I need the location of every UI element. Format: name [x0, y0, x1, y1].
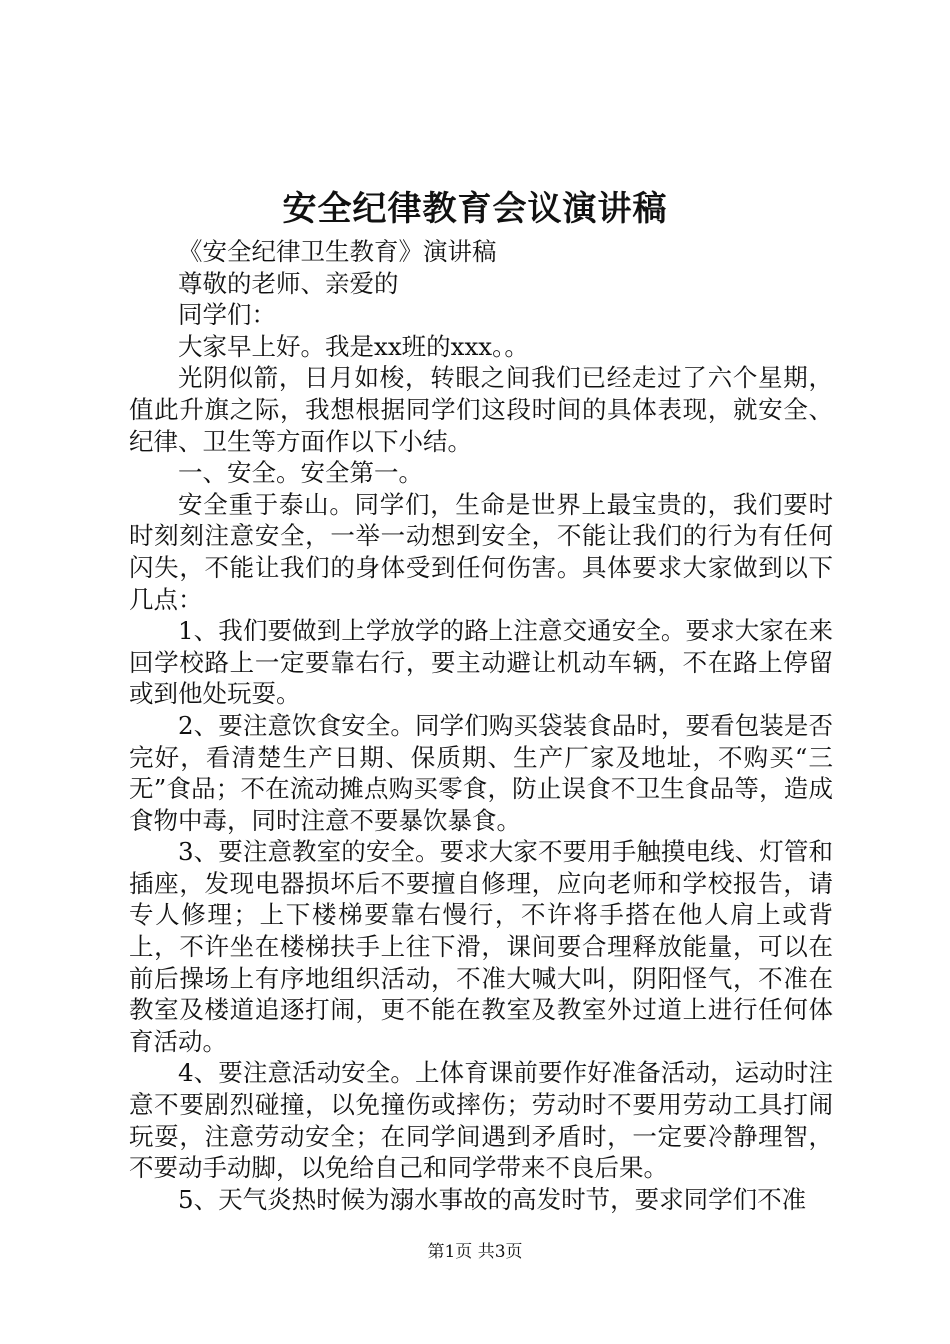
point-3-paragraph: 3、要注意教室的安全。要求大家不要用手触摸电线、灯管和插座，发现电器损坏后不要擅自修理，应向老师和学校报告，请专人修理；上下楼梯要靠右慢行，不许将手搭在他人肩上或背上，不许坐在楼梯扶手上往下滑，课间要合理释放能量，可以在前后操场上有序地组织活动，不准大喊大叫，阴阳怪气，不准在教室及楼道追逐打闹，更不能在教室及教室外过道上进行任何体育活动。 — [129, 837, 833, 1056]
document-title: 安全纪律教育会议演讲稿 — [282, 189, 668, 229]
salutation-line-1: 尊敬的老师、亲爱的 — [178, 268, 399, 298]
safety-intro-paragraph: 安全重于泰山。同学们，生命是世界上最宝贵的，我们要时时刻刻注意安全，一举一动想到安全，不能让我们的行为有任何闪失，不能让我们的身体受到任何伤害。具体要求大家做到以下几点： — [129, 489, 833, 614]
point-4-paragraph: 4、要注意活动安全。上体育课前要作好准备活动，运动时注意不要剧烈碰撞，以免撞伤或摔伤；劳动时不要用劳动工具打闹玩耍，注意劳动安全；在同学间遇到矛盾时，一定要冷静理智，不要动手动脚，以免给自己和同学带来不良后果。 — [129, 1058, 833, 1183]
speech-heading: 《安全纪律卫生教育》演讲稿 — [178, 237, 497, 266]
point-1-paragraph: 1、我们要做到上学放学的路上注意交通安全。要求大家在来回学校路上一定要靠右行，要主动避让机动车辆，不在路上停留或到他处玩耍。 — [129, 616, 833, 709]
salutation-line-2: 同学们： — [178, 300, 276, 330]
section-heading-safety: 一、安全。安全第一。 — [178, 458, 423, 488]
page-number-footer: 第1页 共3页 — [427, 1242, 523, 1262]
point-5-paragraph: 5、天气炎热时候为溺水事故的高发时节，要求同学们不准 — [178, 1184, 807, 1214]
point-2-paragraph: 2、要注意饮食安全。同学们购买袋装食品时，要看包装是否完好，看清楚生产日期、保质期、生产厂家及地址，不购买“三无”食品；不在流动摊点购买零食，防止误食不卫生食品等，造成食物中毒，同时注意不要暴饮暴食。 — [129, 710, 833, 835]
document-body — [129, 236, 833, 1215]
intro-paragraph: 光阴似箭，日月如梭，转眼之间我们已经走过了六个星期，值此升旗之际，我想根据同学们这段时间的具体表现，就安全、纪律、卫生等方面作以下小结。 — [129, 363, 833, 456]
greeting-paragraph: 大家早上好。我是xx班的xxx。。 — [178, 331, 529, 361]
